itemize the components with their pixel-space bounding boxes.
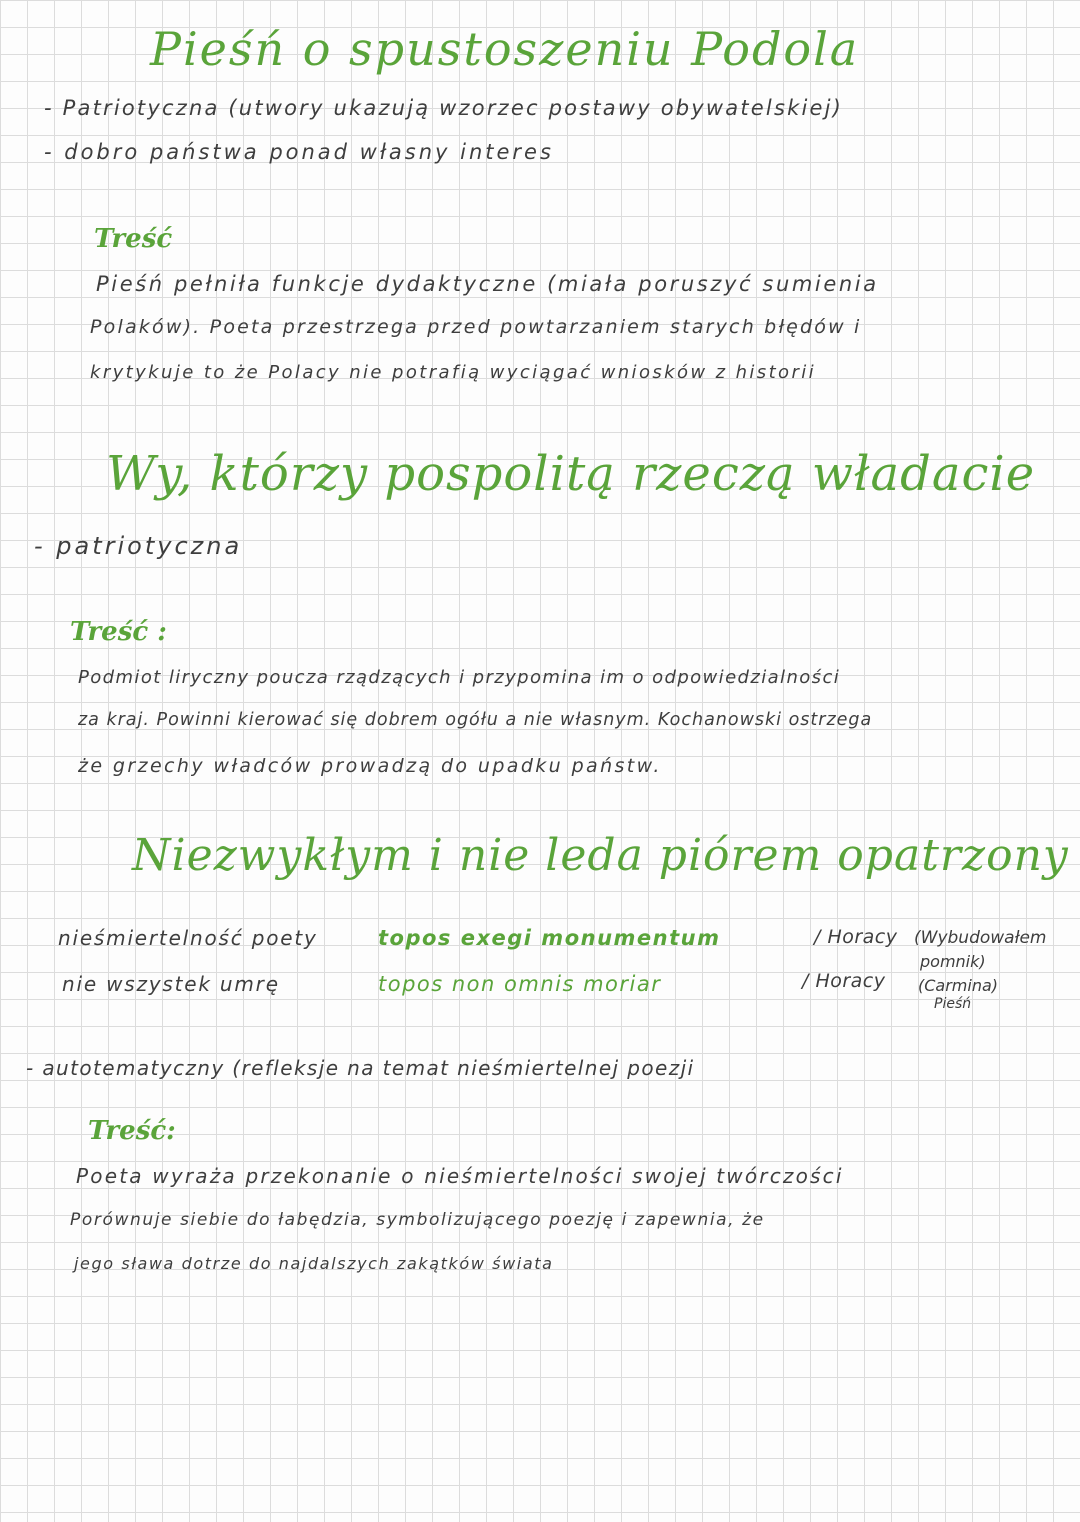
topos-row-1-note-1: (Wybudowałem: [914, 928, 1047, 948]
section3-content-line-1: Poeta wyraża przekonanie o nieśmiertelności swojej twórczości: [76, 1164, 844, 1188]
section1-content-line-2: Polaków). Poeta przestrzega przed powtarzaniem starych błędów i: [90, 316, 862, 338]
topos-row-2-left: nie wszystek umrę: [62, 972, 280, 996]
section3-content-line-3: jego sława dotrze do najdalszych zakątków świata: [74, 1254, 554, 1273]
topos-row-2-topos: topos non omnis moriar: [378, 972, 662, 996]
section1-title: Pieśń o spustoszeniu Podola: [150, 22, 860, 76]
topos-row-1-author: / Horacy: [814, 926, 898, 948]
section3-bullet-1: - autotematyczny (refleksje na temat nieśmiertelnej poezji: [26, 1056, 695, 1080]
topos-row-1-topos: topos exegi monumentum: [378, 926, 721, 950]
section1-bullet-2: - dobro państwa ponad własny interes: [44, 140, 554, 164]
section1-content-line-1: Pieśń pełniła funkcje dydaktyczne (miała poruszyć sumienia: [96, 272, 879, 296]
section2-content-line-3: że grzechy władców prowadzą do upadku państw.: [78, 755, 662, 777]
section3-content-heading: Treść:: [88, 1116, 176, 1146]
section2-content-line-1: Podmiot liryczny poucza rządzących i przypomina im o odpowiedzialności: [78, 667, 841, 688]
section3-title: Niezwykłym i nie leda piórem opatrzony: [132, 830, 1069, 881]
section3-content-line-2: Porównuje siebie do łabędzia, symbolizującego poezję i zapewnia, że: [70, 1210, 765, 1230]
topos-row-1-left: nieśmiertelność poety: [58, 926, 318, 950]
topos-row-2-author: / Horacy: [802, 970, 886, 992]
section2-content-heading: Treść :: [70, 617, 167, 647]
topos-row-2-note-1: (Carmina): [918, 976, 999, 995]
section2-title: Wy, którzy pospolitą rzeczą władacie: [106, 446, 1036, 502]
section1-bullet-1: - Patriotyczna (utwory ukazują wzorzec postawy obywatelskiej): [44, 96, 844, 120]
topos-row-1-note-2: pomnik): [920, 952, 986, 971]
section1-content-heading: Treść: [94, 224, 173, 254]
section2-content-line-2: za kraj. Powinni kierować się dobrem ogółu a nie własnym. Kochanowski ostrzega: [78, 710, 873, 730]
section1-content-line-3: krytykuje to że Polacy nie potrafią wyciągać wniosków z historii: [90, 362, 817, 383]
topos-row-2-note-2: Pieśń: [934, 996, 972, 1012]
section2-bullet-1: - patriotyczna: [34, 532, 243, 560]
